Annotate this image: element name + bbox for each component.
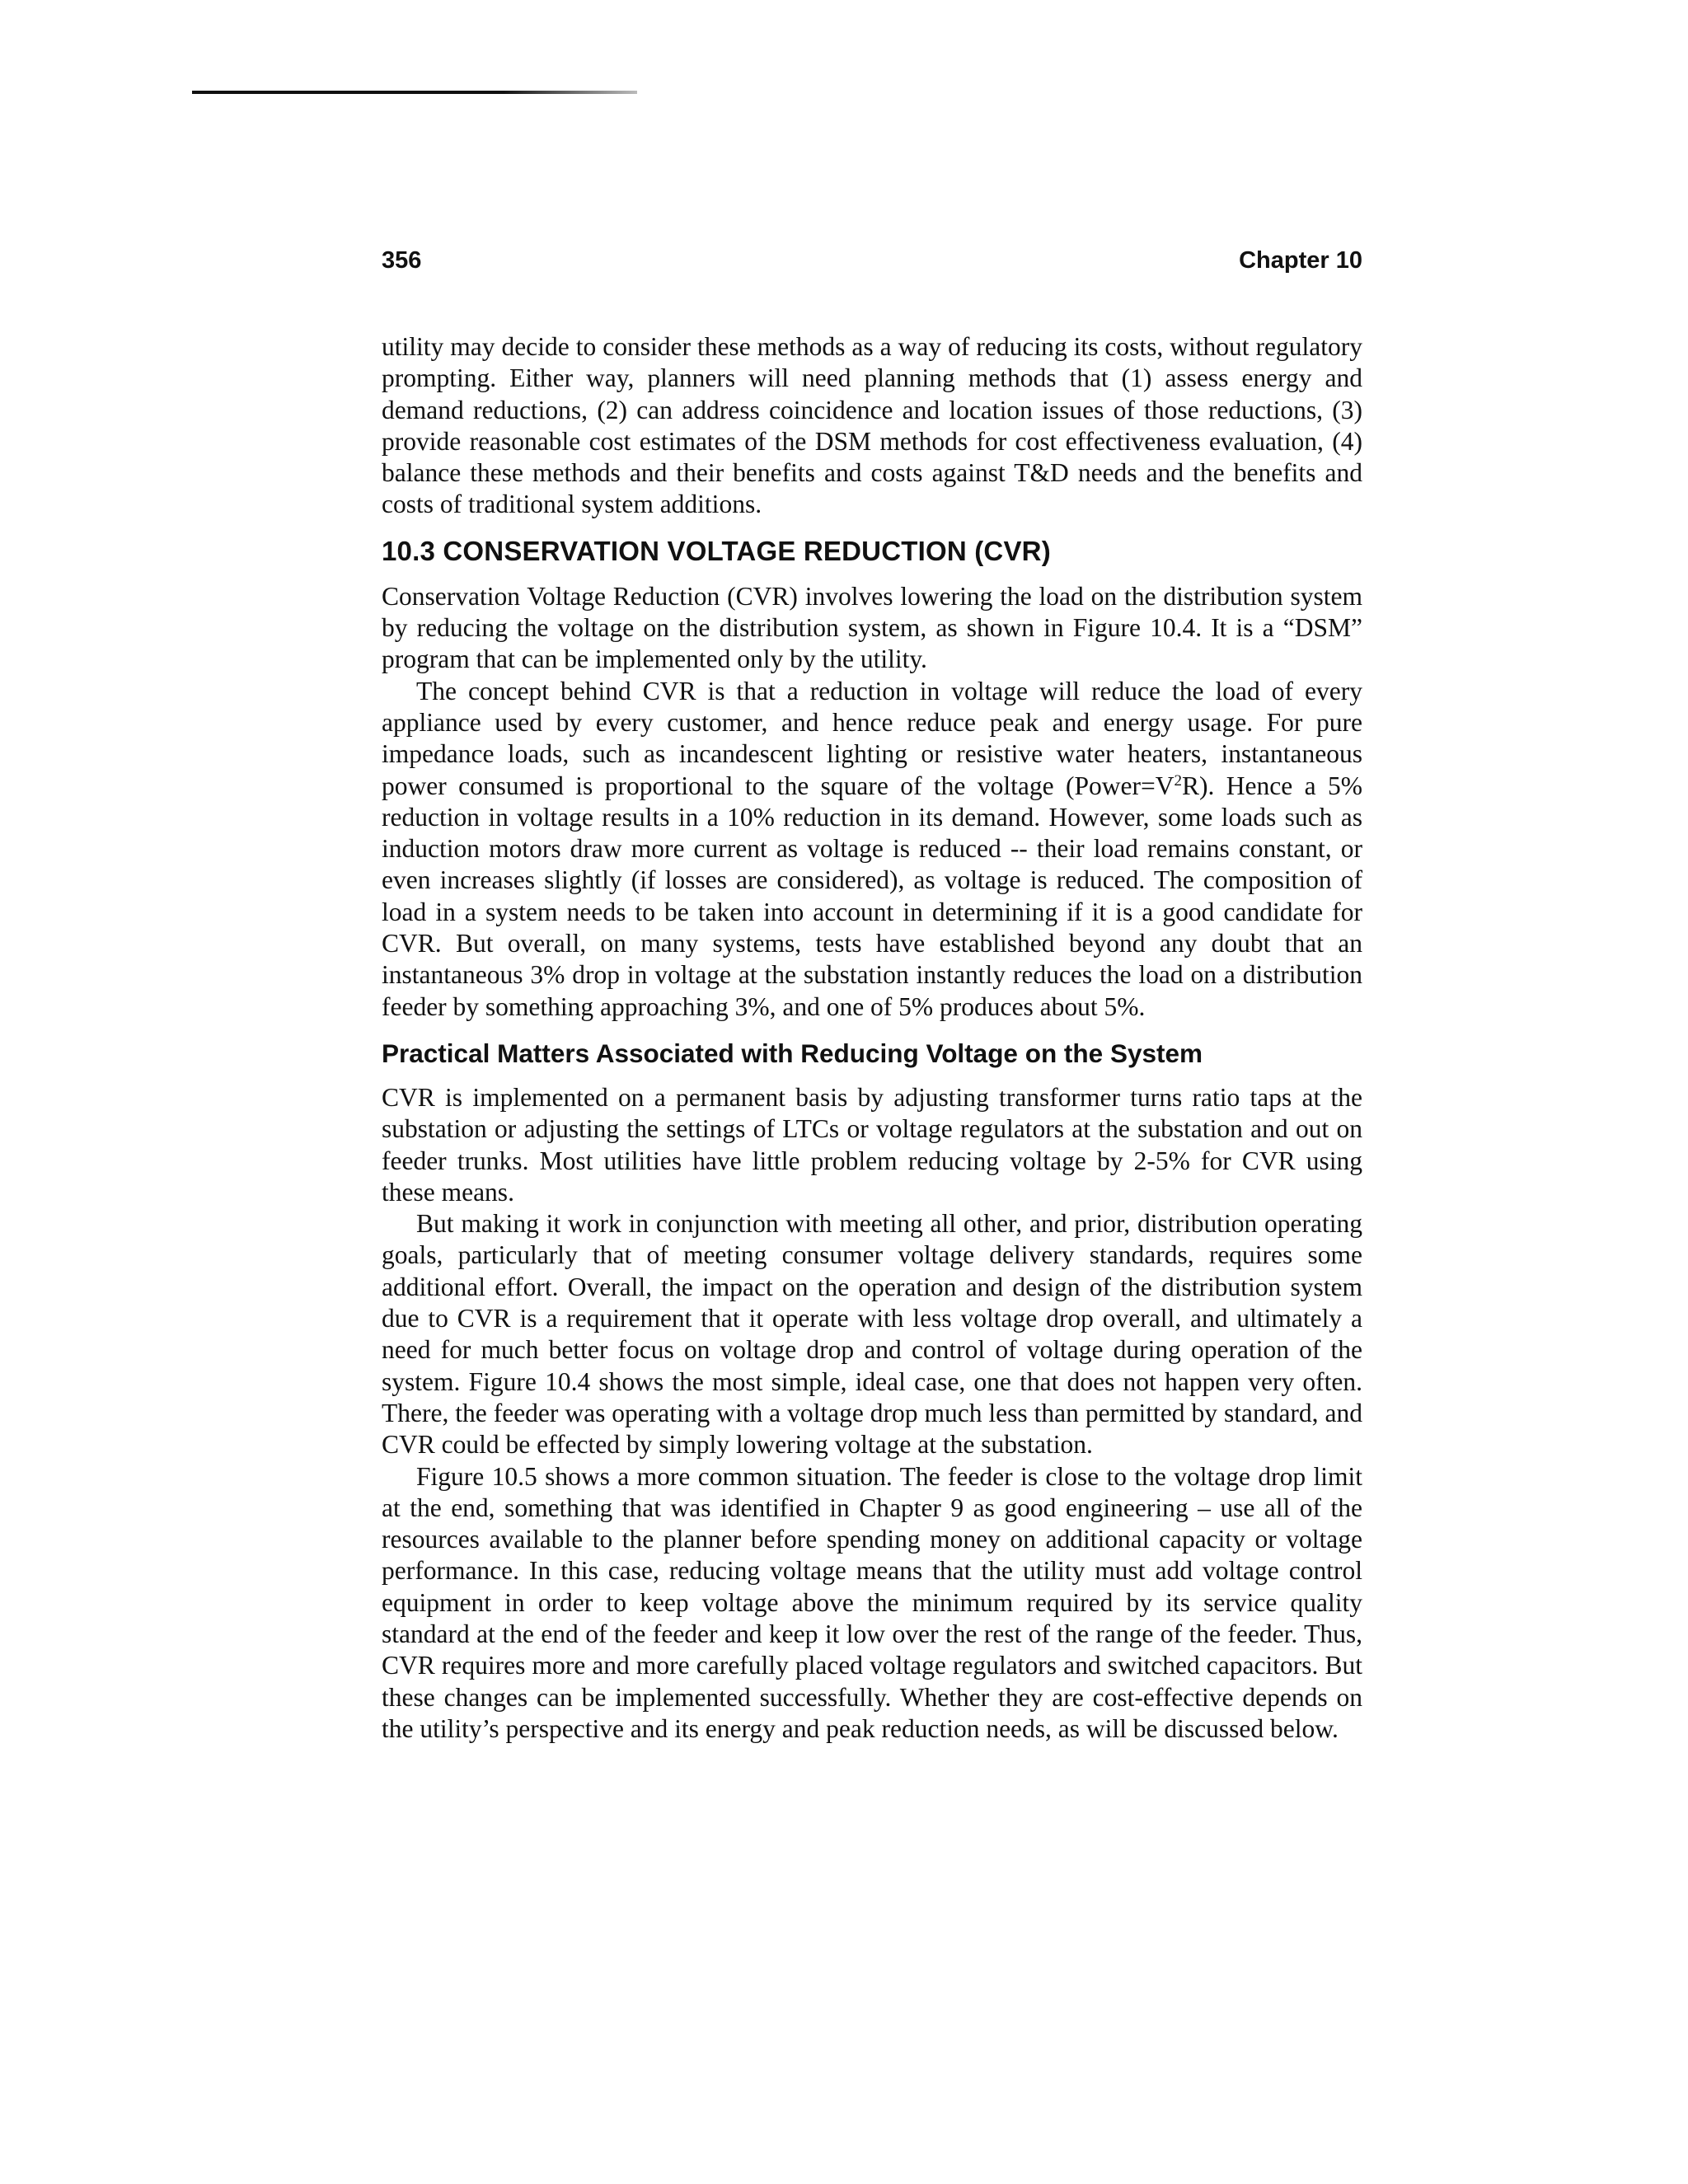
top-rule: [192, 91, 637, 94]
squared-superscript: 2: [1174, 771, 1182, 790]
section-paragraph-2-part-b: R). Hence a 5% reduction in voltage results in a 10% reduction in its demand. However, some loads such as induction motors draw more current as voltage is reduced -- their load remains constant, or even increases slightly (if losses are considered), as voltage is reduced. The composition of load in a system needs to be taken into account in determining if it is a good candidate for CVR. But overall, on many systems, tests have established beyond any doubt that an instantaneous 3% drop in voltage at the substation instantly reduces the load on a distribution feeder by something approaching 3%, and one of 5% produces about 5%.: [382, 771, 1362, 1021]
intro-paragraph: utility may decide to consider these methods as a way of reducing its costs, without regulatory prompting. Either way, planners will need planning methods that (1) assess energy and demand reductions, (2) can address coincidence and location issues of those reductions, (3) provide reasonable cost estimates of the DSM methods for cost effectiveness evaluation, (4) balance these methods and their benefits and costs against T&D needs and the benefits and costs of traditional system additions.: [382, 332, 1362, 519]
running-header: [382, 247, 1362, 284]
section-paragraph-1: Conservation Voltage Reduction (CVR) involves lowering the load on the distribution system by reducing the voltage on the distribution system, as shown in Figure 10.4. It is a “DSM” program that can be implemented only by the utility.: [382, 581, 1362, 674]
subsection-heading: Practical Matters Associated with Reducing Voltage on the System: [382, 1038, 1203, 1068]
section-paragraph-2: [382, 676, 1362, 1023]
book-page: [382, 247, 1362, 1745]
subsection-paragraph-2: But making it work in conjunction with meeting all other, and prior, distribution operating goals, particularly that of meeting consumer voltage delivery standards, requires some additional effort. Overall, the impact on the operation and design of the distribution system due to CVR is a requirement that it operate with less voltage drop overall, and ultimately a need for much better focus on voltage drop and control of voltage during operation of the system. Figure 10.4 shows the most simple, ideal case, one that does not happen very often. There, the feeder was operating with a voltage drop much less than permitted by standard, and CVR could be effected by simply lowering voltage at the substation.: [382, 1209, 1362, 1460]
section-paragraph-2-part-a: The concept behind CVR is that a reduction in voltage will reduce the load of every appliance used by every customer, and hence reduce peak and energy usage. For pure impedance loads, such as incandescent lighting or resistive water heaters, instantaneous power consumed is proportional to the square of the voltage (Power=V: [382, 676, 1362, 800]
page-number: 356: [382, 247, 422, 274]
section-heading: 10.3 CONSERVATION VOLTAGE REDUCTION (CVR): [382, 535, 1051, 566]
chapter-label: Chapter 10: [1239, 247, 1362, 274]
subsection-paragraph-3: Figure 10.5 shows a more common situation. The feeder is close to the voltage drop limit at the end, something that was identified in Chapter 9 as good engineering – use all of the resources available to the planner before spending money on additional capacity or voltage performance. In this case, reducing voltage means that the utility must add voltage control equipment in order to keep voltage above the minimum required by its service quality standard at the end of the feeder and keep it low over the rest of the range of the feeder. Thus, CVR requires more and more carefully placed voltage regulators and switched capacitors. But these changes can be implemented successfully. Whether they are cost-effective depends on the utility’s perspective and its energy and peak reduction needs, as will be discussed below.: [382, 1461, 1362, 1743]
subsection-paragraph-1: CVR is implemented on a permanent basis by adjusting transformer turns ratio taps at the substation or adjusting the settings of LTCs or voltage regulators at the substation and out on feeder trunks. Most utilities have little problem reducing voltage by 2-5% for CVR using these means.: [382, 1082, 1362, 1207]
